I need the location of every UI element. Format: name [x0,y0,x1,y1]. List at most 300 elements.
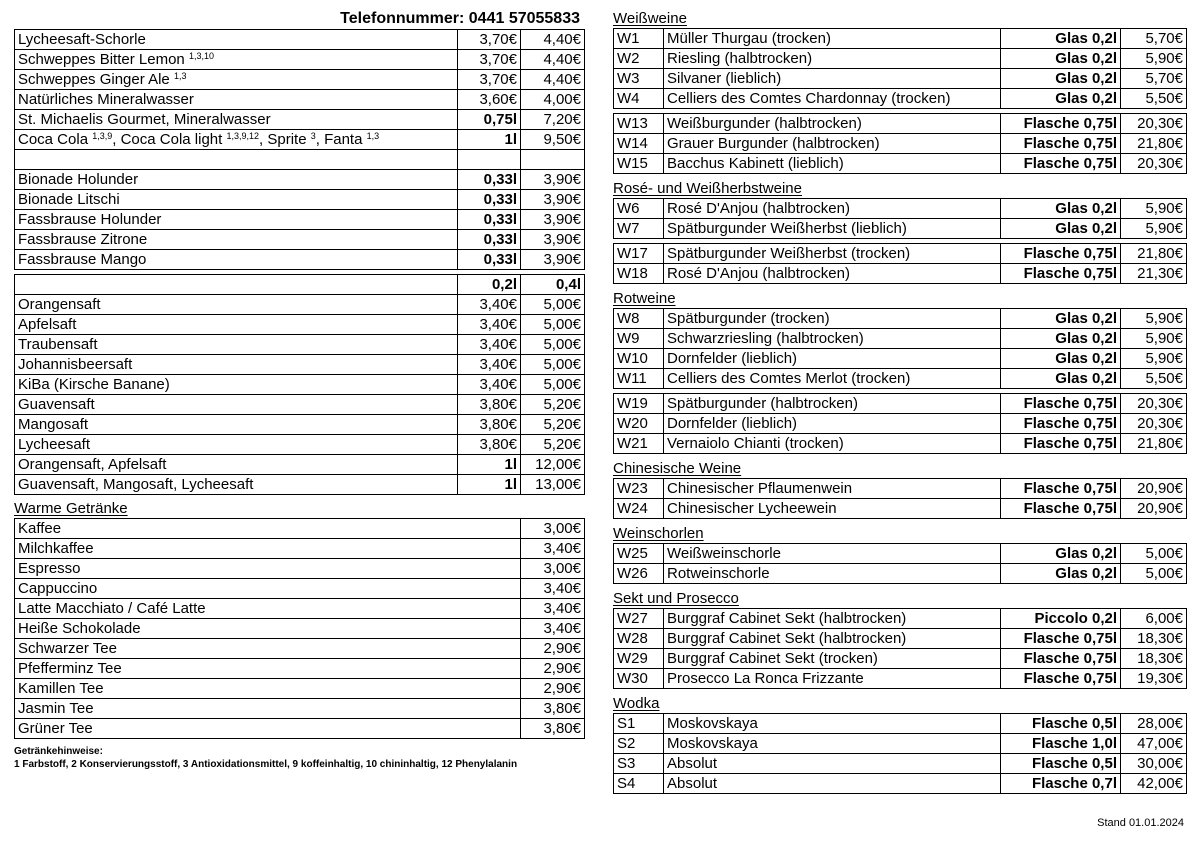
size-cell: Flasche 0,75l [1001,669,1121,689]
wine-table [613,308,1187,454]
price-small: 3,40€ [458,375,521,395]
juice-header-row [15,275,585,295]
item-name-text: Apfelsaft [18,316,77,333]
table-row [614,499,1187,519]
size-cell: Flasche 0,75l [1001,414,1121,434]
size-cell: Glas 0,2l [1001,349,1121,369]
size-header-large: 0,4l [521,275,585,295]
item-code: W9 [614,329,664,349]
wine-table [613,608,1187,689]
size-cell: Glas 0,2l [1001,309,1121,329]
price-large: 13,00€ [521,475,585,495]
item-name [15,110,458,130]
left-column [14,0,584,771]
size-cell: Flasche 0,75l [1001,394,1121,414]
size-cell: Flasche 0,5l [1001,754,1121,774]
price-large: 5,20€ [521,415,585,435]
wine-table [613,713,1187,794]
table-row [614,349,1187,369]
table-row [614,479,1187,499]
item-name [15,375,458,395]
table-row [15,659,585,679]
price-small: 3,60€ [458,90,521,110]
item-code: W18 [614,264,664,284]
item-code: W23 [614,479,664,499]
item-code: W19 [614,394,664,414]
table-row [15,455,585,475]
item-name: Cappuccino [15,579,521,599]
item-code: W30 [614,669,664,689]
price-cell: 3,90€ [521,190,585,210]
item-name-text: St. Michaelis Gourmet, Mineralwasser [18,111,271,128]
item-name: Rosé D'Anjou (halbtrocken) [664,264,1001,284]
price-cell: 5,90€ [1121,329,1187,349]
item-name [15,130,458,150]
item-name: Spätburgunder (trocken) [664,309,1001,329]
table-row [614,734,1187,754]
section-title: Wodka [613,695,660,712]
item-code: W1 [614,29,664,49]
table-row [15,375,585,395]
price-large: 4,40€ [521,30,585,50]
table-row [614,29,1187,49]
item-name [15,355,458,375]
item-name: Grauer Burgunder (halbtrocken) [664,134,1001,154]
item-name: Rosé D'Anjou (halbtrocken) [664,199,1001,219]
item-name-text: Lycheesaft-Schorle [18,31,146,48]
price-small: 3,80€ [458,415,521,435]
item-name-text: Orangensaft, Apfelsaft [18,456,167,473]
item-name-text: Guavensaft, Mangosaft, Lycheesaft [18,476,254,493]
size-cell: 0,33l [458,210,521,230]
item-name [15,30,458,50]
size-cell: Flasche 0,7l [1001,774,1121,794]
table-row [15,475,585,495]
item-name [15,190,458,210]
price-small: 1l [458,455,521,475]
hot-drinks-table [14,518,585,739]
price-small: 0,75l [458,110,521,130]
table-row [15,190,585,210]
table-row [15,579,585,599]
table-row [15,559,585,579]
allergen-codes: 1,3 [366,131,380,141]
table-row [15,699,585,719]
table-row [15,599,585,619]
item-code: W20 [614,414,664,434]
table-row [15,355,585,375]
section-title: Chinesische Weine [613,460,742,477]
price-large: 5,20€ [521,435,585,455]
size-cell: Glas 0,2l [1001,69,1121,89]
price-cell: 5,00€ [1121,564,1187,584]
price-cell: 3,40€ [521,539,585,559]
item-name [15,170,458,190]
size-cell: 0,33l [458,230,521,250]
item-name: Schwarzer Tee [15,639,521,659]
item-name: Chinesischer Lycheewein [664,499,1001,519]
size-cell: Flasche 0,75l [1001,244,1121,264]
item-name: Grüner Tee [15,719,521,739]
item-name-text: Guavensaft [18,396,95,413]
item-name: Riesling (halbtrocken) [664,49,1001,69]
item-name: Spätburgunder Weißherbst (trocken) [664,244,1001,264]
table-row [614,154,1187,174]
table-row [15,415,585,435]
price-cell: 5,90€ [1121,49,1187,69]
price-small: 3,70€ [458,30,521,50]
section-title: Weinschorlen [613,525,704,542]
item-name: Burggraf Cabinet Sekt (halbtrocken) [664,609,1001,629]
item-name-text: KiBa (Kirsche Banane) [18,376,170,393]
item-name: Burggraf Cabinet Sekt (trocken) [664,649,1001,669]
item-name-text: Fassbrause Zitrone [18,231,148,248]
item-name [15,70,458,90]
section-title: Rosé- und Weißherbstweine [613,180,802,197]
price-small: 3,70€ [458,50,521,70]
price-cell: 5,90€ [1121,309,1187,329]
item-name: Chinesischer Pflaumenwein [664,479,1001,499]
item-name-text: Fassbrause Mango [18,251,147,268]
item-name [15,250,458,270]
size-cell: Flasche 0,75l [1001,479,1121,499]
item-code: W27 [614,609,664,629]
price-small: 1l [458,130,521,150]
price-cell: 20,30€ [1121,114,1187,134]
table-row [614,544,1187,564]
table-row [15,639,585,659]
price-small: 3,40€ [458,315,521,335]
price-small: 3,70€ [458,70,521,90]
item-name-text: , Sprite [259,131,307,148]
table-row [15,30,585,50]
item-name: Espresso [15,559,521,579]
item-name: Bacchus Kabinett (lieblich) [664,154,1001,174]
item-code: W15 [614,154,664,174]
size-cell: Glas 0,2l [1001,544,1121,564]
table-row [15,315,585,335]
item-name: Müller Thurgau (trocken) [664,29,1001,49]
item-name [15,50,458,70]
table-row [614,629,1187,649]
table-row [15,679,585,699]
drink-notes [14,745,584,771]
price-cell: 5,90€ [1121,349,1187,369]
price-cell: 21,80€ [1121,244,1187,264]
item-code: W25 [614,544,664,564]
empty-cell [15,275,458,295]
price-cell: 3,80€ [521,719,585,739]
section-title: Sekt und Prosecco [613,590,739,607]
price-large: 4,40€ [521,70,585,90]
item-code: W29 [614,649,664,669]
item-name: Kaffee [15,519,521,539]
item-name-text: Schweppes Ginger Ale [18,71,170,88]
price-cell: 20,30€ [1121,154,1187,174]
item-name: Burggraf Cabinet Sekt (halbtrocken) [664,629,1001,649]
table-row [15,210,585,230]
price-large: 5,00€ [521,355,585,375]
price-cell: 20,30€ [1121,394,1187,414]
right-column [613,10,1186,794]
item-name-text: Coca Cola [18,131,89,148]
price-cell: 3,40€ [521,579,585,599]
item-name: Milchkaffee [15,539,521,559]
price-cell: 2,90€ [521,639,585,659]
price-cell: 3,00€ [521,519,585,539]
item-name [15,395,458,415]
size-cell: Flasche 0,75l [1001,154,1121,174]
empty-cell [458,150,521,170]
price-cell: 28,00€ [1121,714,1187,734]
item-code: W28 [614,629,664,649]
table-row [15,395,585,415]
item-code: W8 [614,309,664,329]
price-cell: 5,90€ [1121,199,1187,219]
price-cell: 30,00€ [1121,754,1187,774]
item-code: S1 [614,714,664,734]
table-row [614,89,1187,109]
item-code: S2 [614,734,664,754]
section-title: Weißweine [613,10,687,27]
wine-table [613,478,1187,519]
price-small: 1l [458,475,521,495]
price-cell: 5,70€ [1121,69,1187,89]
item-name-text: Bionade Litschi [18,191,120,208]
item-name [15,415,458,435]
table-row [614,754,1187,774]
table-row [614,264,1187,284]
price-cell: 3,40€ [521,599,585,619]
item-code: W11 [614,369,664,389]
item-name [15,435,458,455]
price-cell: 47,00€ [1121,734,1187,754]
table-row [15,619,585,639]
item-code: W14 [614,134,664,154]
section-title: Rotweine [613,290,676,307]
item-name: Jasmin Tee [15,699,521,719]
size-cell: 0,33l [458,190,521,210]
price-cell: 6,00€ [1121,609,1187,629]
item-code: W4 [614,89,664,109]
item-name: Prosecco La Ronca Frizzante [664,669,1001,689]
table-row [15,230,585,250]
item-name: Spätburgunder (halbtrocken) [664,394,1001,414]
item-code: W10 [614,349,664,369]
empty-cell [521,150,585,170]
item-name-text: Bionade Holunder [18,171,139,188]
table-row [614,414,1187,434]
item-code: W3 [614,69,664,89]
notes-text: 1 Farbstoff, 2 Konservierungsstoff, 3 Antioxidationsmittel, 9 koffeinhaltig, 10 chininhaltig, 12 Phenylalanin [14,759,518,770]
price-cell: 2,90€ [521,659,585,679]
price-cell: 21,30€ [1121,264,1187,284]
item-name: Moskovskaya [664,734,1001,754]
table-row [15,250,585,270]
price-cell: 19,30€ [1121,669,1187,689]
empty-cell [15,150,458,170]
item-name [15,295,458,315]
price-cell: 3,80€ [521,699,585,719]
item-code: S4 [614,774,664,794]
item-name [15,230,458,250]
item-code: W13 [614,114,664,134]
price-cell: 2,90€ [521,679,585,699]
spacer-row [15,150,585,170]
price-large: 4,40€ [521,50,585,70]
size-cell: Glas 0,2l [1001,49,1121,69]
size-cell: Glas 0,2l [1001,29,1121,49]
item-name: Absolut [664,774,1001,794]
item-name: Dornfelder (lieblich) [664,349,1001,369]
size-cell: Glas 0,2l [1001,199,1121,219]
size-cell: Flasche 0,75l [1001,114,1121,134]
price-large: 4,00€ [521,90,585,110]
table-row [15,539,585,559]
price-large: 5,00€ [521,315,585,335]
item-name-text: Fassbrause Holunder [18,211,162,228]
price-cell: 42,00€ [1121,774,1187,794]
allergen-codes: 1,3 [173,71,187,81]
item-code: W17 [614,244,664,264]
item-name [15,455,458,475]
table-row [614,114,1187,134]
price-cell: 5,90€ [1121,219,1187,239]
price-cell: 20,30€ [1121,414,1187,434]
item-name-text: Lycheesaft [18,436,90,453]
size-cell: Glas 0,2l [1001,329,1121,349]
notes-title: Getränkehinweise: [14,746,103,757]
wine-table [613,28,1187,174]
table-row [614,134,1187,154]
table-row [614,244,1187,264]
item-code: W21 [614,434,664,454]
item-name: Vernaiolo Chianti (trocken) [664,434,1001,454]
size-cell: 0,33l [458,250,521,270]
size-cell: Flasche 0,75l [1001,264,1121,284]
table-row [614,69,1187,89]
item-name: Heiße Schokolade [15,619,521,639]
size-cell: Flasche 0,75l [1001,649,1121,669]
item-code: W2 [614,49,664,69]
item-name: Weißburgunder (halbtrocken) [664,114,1001,134]
table-row [15,335,585,355]
allergen-codes: 1,3,10 [188,51,214,61]
item-code: W7 [614,219,664,239]
item-code: W24 [614,499,664,519]
price-large: 12,00€ [521,455,585,475]
table-row [614,609,1187,629]
table-row [15,519,585,539]
item-name-text: Johannisbeersaft [18,356,133,373]
table-row [15,435,585,455]
table-row [614,329,1187,349]
table-row [614,714,1187,734]
item-name: Rotweinschorle [664,564,1001,584]
price-cell: 18,30€ [1121,649,1187,669]
price-cell: 5,50€ [1121,89,1187,109]
phone-number: Telefonnummer: 0441 57055833 [340,10,580,27]
size-cell: Flasche 0,75l [1001,434,1121,454]
size-cell: Flasche 0,75l [1001,629,1121,649]
table-row [15,170,585,190]
table-row [614,774,1187,794]
table-row [614,564,1187,584]
price-cell: 20,90€ [1121,479,1187,499]
item-code: W26 [614,564,664,584]
table-row [614,49,1187,69]
item-name: Celliers des Comtes Merlot (trocken) [664,369,1001,389]
table-row [614,199,1187,219]
size-cell: Flasche 1,0l [1001,734,1121,754]
item-name-text: Natürliches Mineralwasser [18,91,194,108]
item-name: Pfefferminz Tee [15,659,521,679]
item-name [15,475,458,495]
item-name: Moskovskaya [664,714,1001,734]
table-row [15,110,585,130]
price-large: 5,00€ [521,375,585,395]
table-row [15,295,585,315]
wine-table [613,198,1187,284]
price-large: 5,00€ [521,295,585,315]
table-row [614,394,1187,414]
item-name: Silvaner (lieblich) [664,69,1001,89]
price-small: 3,40€ [458,295,521,315]
wine-table [613,543,1187,584]
item-name-text: , Coca Cola light [112,131,223,148]
price-large: 5,00€ [521,335,585,355]
price-cell: 3,00€ [521,559,585,579]
item-name [15,335,458,355]
price-cell: 20,90€ [1121,499,1187,519]
item-name [15,210,458,230]
price-cell: 5,50€ [1121,369,1187,389]
item-name [15,90,458,110]
item-name: Absolut [664,754,1001,774]
soft-drinks-table [14,29,585,495]
table-row [614,369,1187,389]
price-large: 5,20€ [521,395,585,415]
item-code: S3 [614,754,664,774]
item-name-text: Mangosaft [18,416,89,433]
table-row [15,50,585,70]
allergen-codes: 1,3,9,12 [226,131,260,141]
price-cell: 5,00€ [1121,544,1187,564]
size-cell: Piccolo 0,2l [1001,609,1121,629]
size-cell: Glas 0,2l [1001,369,1121,389]
size-cell: Flasche 0,5l [1001,714,1121,734]
item-name: Kamillen Tee [15,679,521,699]
size-cell: Glas 0,2l [1001,89,1121,109]
price-cell: 3,90€ [521,230,585,250]
hot-drinks-title: Warme Getränke [14,500,128,517]
price-small: 3,80€ [458,395,521,415]
price-small: 3,40€ [458,335,521,355]
size-header-small: 0,2l [458,275,521,295]
item-name: Latte Macchiato / Café Latte [15,599,521,619]
size-cell: 0,33l [458,170,521,190]
item-name-text: Orangensaft [18,296,101,313]
allergen-codes: 1,3,9 [92,131,113,141]
table-row [15,70,585,90]
price-cell: 3,90€ [521,170,585,190]
size-cell: Flasche 0,75l [1001,134,1121,154]
price-small: 3,80€ [458,435,521,455]
size-cell: Glas 0,2l [1001,564,1121,584]
item-name-text: Traubensaft [18,336,98,353]
item-name: Celliers des Comtes Chardonnay (trocken) [664,89,1001,109]
price-large: 7,20€ [521,110,585,130]
